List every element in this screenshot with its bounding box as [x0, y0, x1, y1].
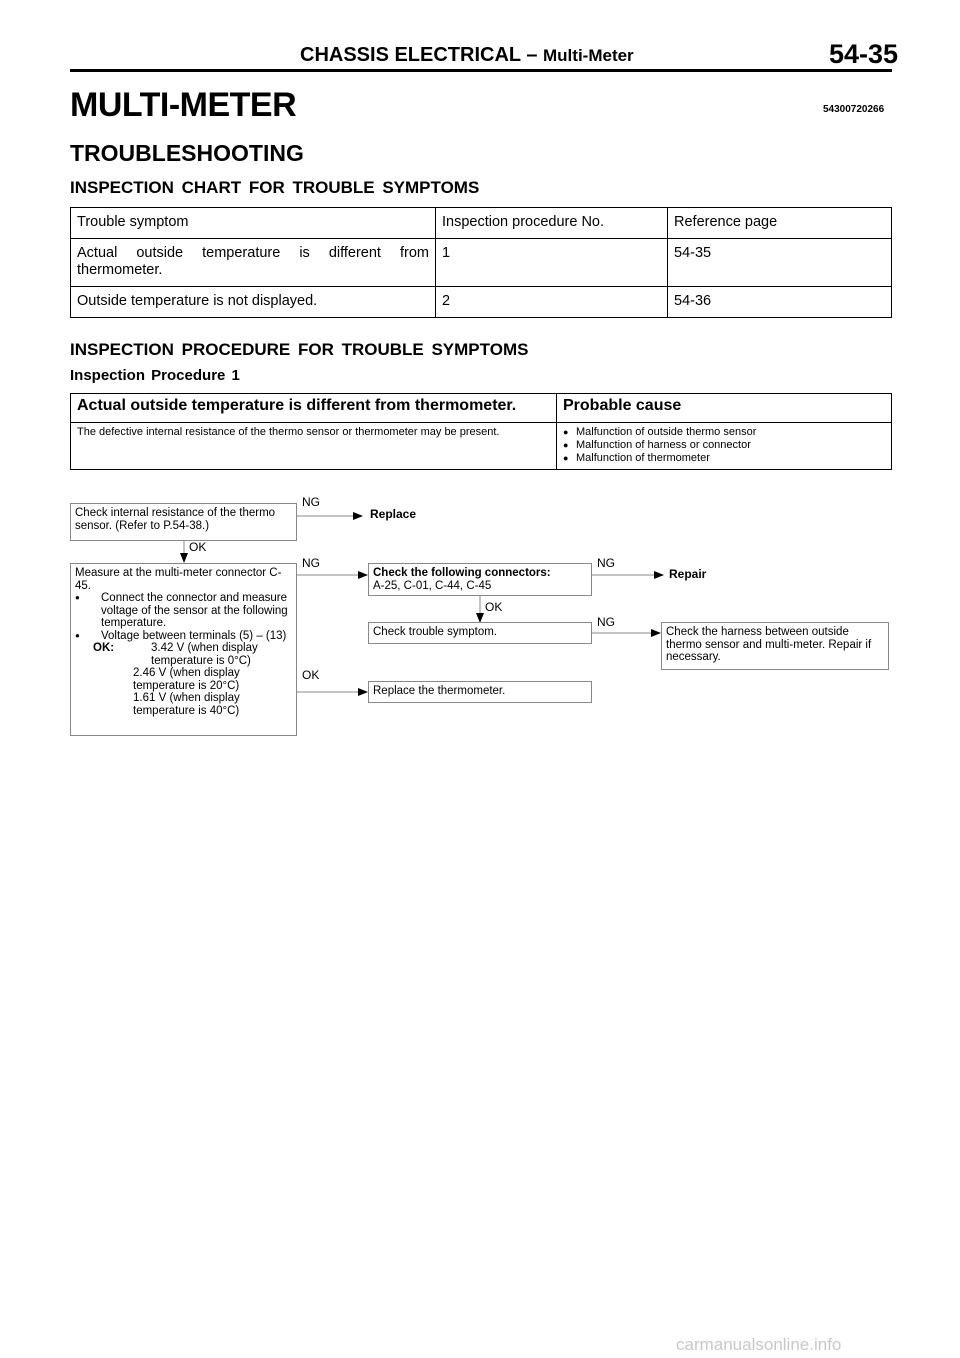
- list-item: ● Malfunction of outside thermo sensor: [563, 426, 885, 439]
- page-number: 54-35: [829, 39, 899, 69]
- flow-result-replace: Replace: [370, 507, 417, 521]
- procedure-subheading: Inspection Procedure 1: [70, 367, 240, 384]
- section-heading: TROUBLESHOOTING: [70, 140, 304, 166]
- column-header-reference-page: Reference page: [668, 208, 892, 239]
- probable-cause-header: Probable cause: [557, 394, 892, 423]
- table-cell: 54-36: [668, 287, 892, 318]
- step-text: Measure at the multi-meter connector C-45.: [75, 567, 282, 592]
- flow-step-check-harness: Check the harness between outside thermo sensor and multi-meter. Repair if necessary.: [661, 622, 889, 670]
- connector-list: A-25, C-01, C-44, C-45: [373, 579, 492, 592]
- header-dash: –: [526, 44, 538, 66]
- flow-step-measure-voltage: [70, 563, 297, 736]
- flow-step-check-resistance: Check internal resistance of the thermo sensor. (Refer to P.54-38.): [70, 503, 297, 541]
- list-item: ● Voltage between terminals (5) – (13): [75, 630, 292, 643]
- list-item: ● Malfunction of harness or connector: [563, 439, 885, 452]
- flow-label-ok: OK: [302, 668, 320, 682]
- table-cell: Actual outside temperature is different from thermometer.: [71, 239, 436, 287]
- flow-label-ng: NG: [597, 556, 615, 570]
- column-header-procedure-no: Inspection procedure No.: [436, 208, 668, 239]
- page-title: MULTI-METER: [70, 86, 297, 124]
- list-item: ● Connect the connector and measure voltage of the sensor at the following temperature.: [75, 592, 292, 630]
- spec-value: 1.61 V (when display temperature is 40°C): [133, 692, 240, 717]
- voltage-spec: [75, 642, 292, 717]
- spec-value: 2.46 V (when display temperature is 20°C): [133, 667, 240, 692]
- column-header-trouble-symptom: Trouble symptom: [71, 208, 436, 239]
- spec-value: 3.42 V (when display temperature is 0°C): [151, 642, 258, 667]
- table-cell: 54-35: [668, 239, 892, 287]
- procedure-heading: INSPECTION PROCEDURE FOR TROUBLE SYMPTOMS: [70, 340, 529, 359]
- spec-ok-label: OK:: [93, 642, 115, 654]
- flow-label-ok: OK: [189, 540, 207, 554]
- list-item: ● Malfunction of thermometer: [563, 452, 885, 465]
- flow-label-ng: NG: [597, 615, 615, 629]
- flow-result-repair: Repair: [669, 567, 707, 581]
- document-id: 54300720266: [823, 104, 885, 115]
- header-section: CHASSIS ELECTRICAL: [300, 44, 521, 66]
- table-cell: Outside temperature is not displayed.: [71, 287, 436, 318]
- flow-label-ng: NG: [302, 495, 320, 509]
- table-cell: 1: [436, 239, 668, 287]
- spec-line: [93, 642, 292, 667]
- symptom-description: The defective internal resistance of the thermo sensor or thermometer may be present.: [71, 423, 557, 470]
- flow-label-ng: NG: [302, 556, 320, 570]
- table-cell: 2: [436, 287, 668, 318]
- chart-heading: INSPECTION CHART FOR TROUBLE SYMPTOMS: [70, 178, 480, 197]
- flow-step-check-connectors: [368, 563, 592, 596]
- header-subsection: Multi-Meter: [543, 46, 634, 65]
- watermark-text: carmanualsonline.info: [676, 1335, 842, 1354]
- step-title: Check the following connectors:: [373, 567, 551, 579]
- flow-label-ok: OK: [485, 600, 503, 614]
- flow-step-replace-thermometer: Replace the thermometer.: [368, 681, 592, 703]
- flow-step-check-symptom: Check trouble symptom.: [368, 622, 592, 644]
- symptom-header: Actual outside temperature is different from thermometer.: [71, 394, 557, 423]
